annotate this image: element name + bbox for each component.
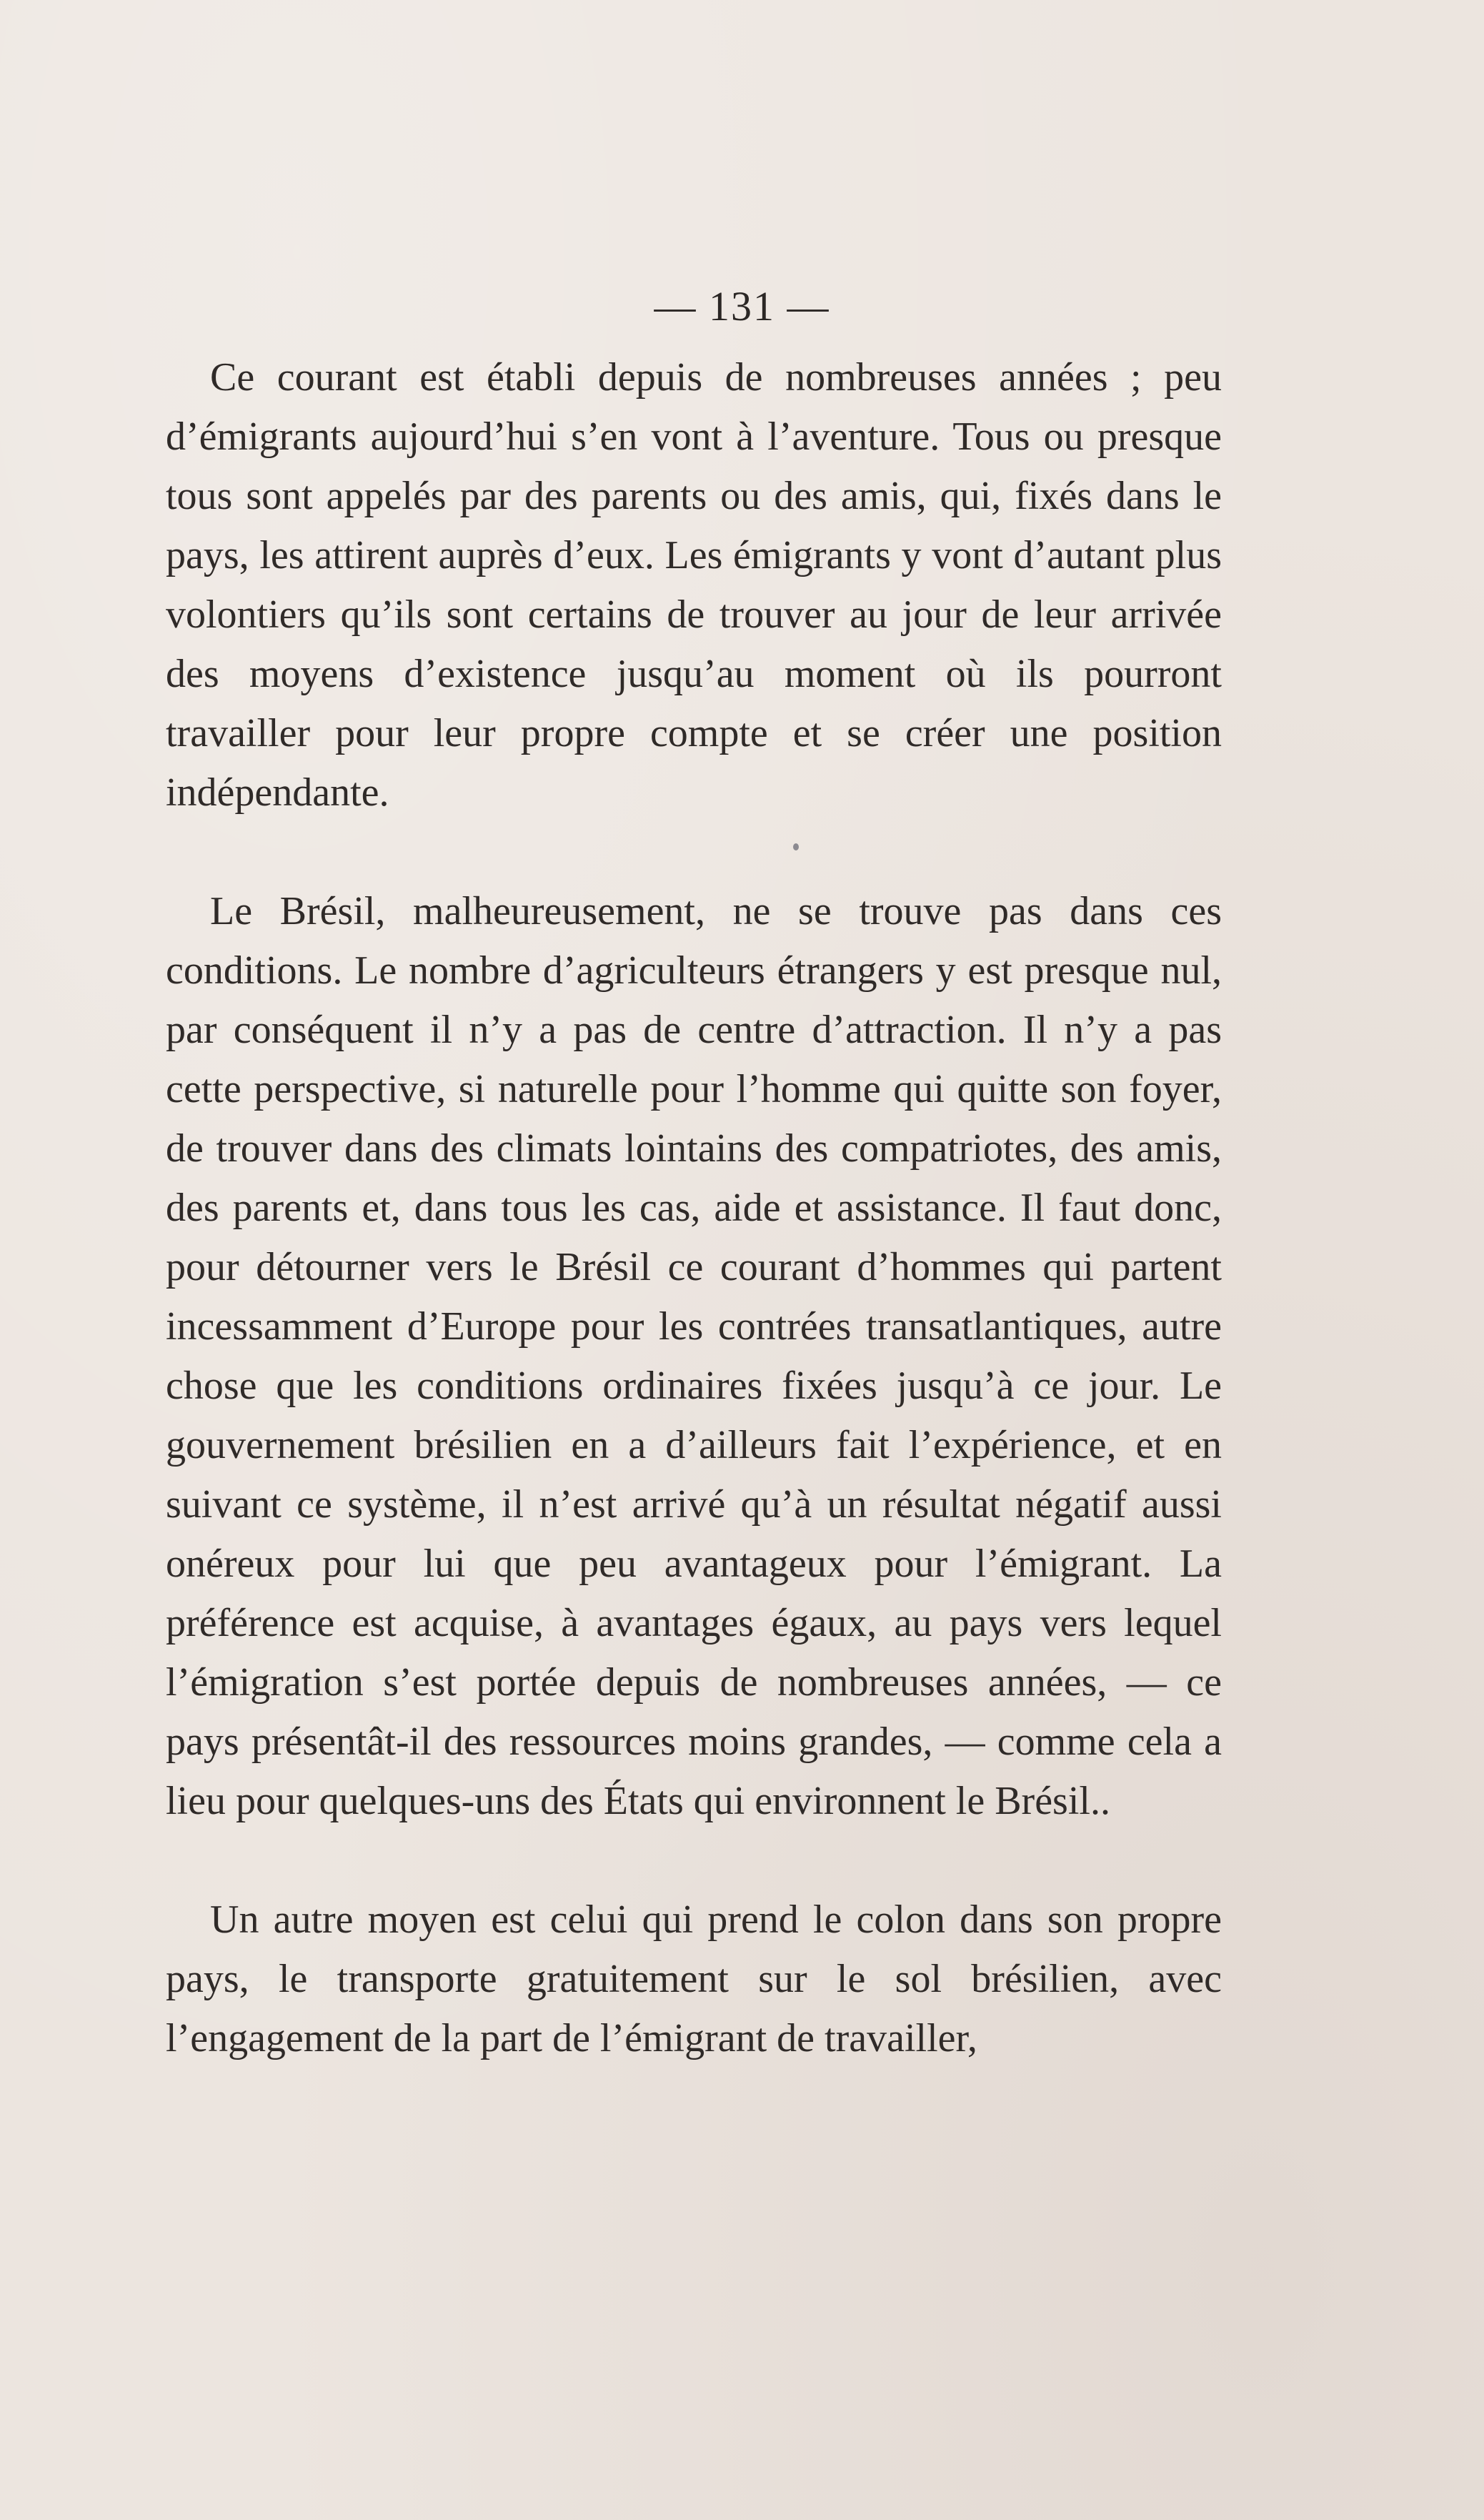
ink-speck bbox=[793, 843, 799, 850]
paragraph-3: Un autre moyen est celui qui prend le colon dans son propre pays, le transporte gratuitement sur le sol brésilien, avec l’engagement de la part de l’émigrant de travailler, bbox=[166, 1898, 1222, 2060]
page-number: — 131 — bbox=[654, 283, 830, 329]
paragraph-1: Ce courant est établi depuis de nombreuses années ; peu d’émigrants aujourd’hui s’en vont à l’aventure. Tous ou presque tous sont appelés par des parents ou des amis, qui, fixés dans le pays, les attirent auprès d’eux. Les émigrants y vont d’autant plus volontiers qu’ils sont certains de trouver au jour de leur arrivée des moyens d’existence jusqu’au moment où ils pourront travailler pour leur propre compte et se créer une position indépendante. bbox=[166, 355, 1222, 815]
body-text bbox=[166, 348, 1222, 2068]
paragraph-2: Le Brésil, malheureusement, ne se trouve pas dans ces conditions. Le nombre d’agriculteurs étrangers y est presque nul, par conséquent il n’y a pas de centre d’attraction. Il n’y a pas cette perspective, si naturelle pour l’homme qui quitte son foyer, de trouver dans des climats lointains des compatriotes, des amis, des parents et, dans tous les cas, aide et assistance. Il faut donc, pour détourner vers le Brésil ce courant d’hommes qui partent incessamment d’Europe pour les contrées transatlantiques, autre chose que les conditions ordinaires fixées jusqu’à ce jour. Le gouvernement brésilien en a d’ailleurs fait l’expérience, et en suivant ce système, il n’est arrivé qu’à un résultat négatif aussi onéreux pour lui que peu avantageux pour l’émigrant. La préférence est acquise, à avantages égaux, au pays vers lequel l’émigration s’est portée depuis de nombreuses années, — ce pays présentât-il des ressources moins grandes, — comme cela a lieu pour quelques-uns des États qui environnent le Brésil.. bbox=[166, 889, 1222, 1823]
